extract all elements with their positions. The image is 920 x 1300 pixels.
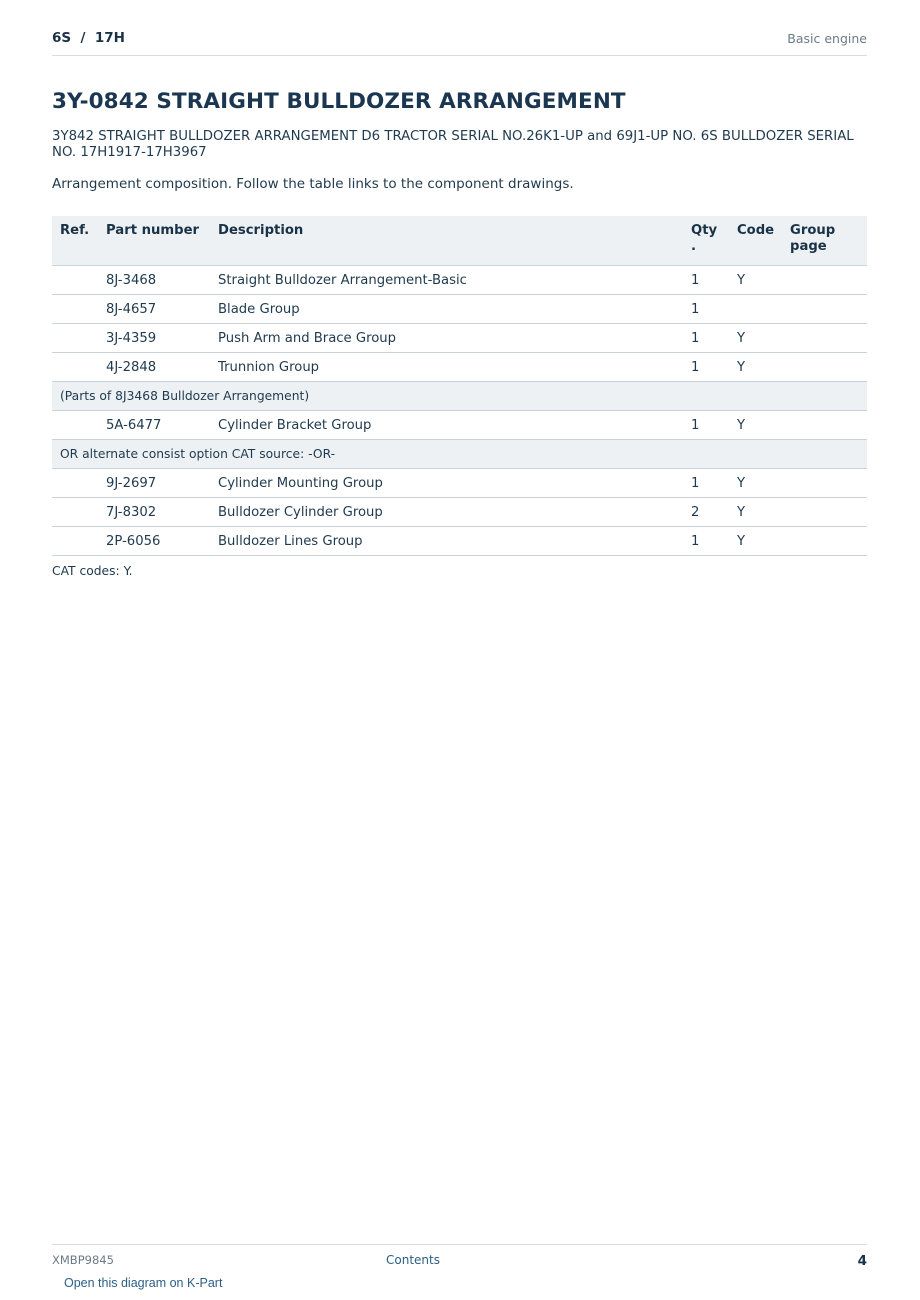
page-title: 3Y-0842 STRAIGHT BULLDOZER ARRANGEMENT — [52, 89, 626, 114]
table-row[interactable] — [52, 498, 867, 527]
cell-qty: 1 — [683, 469, 729, 498]
col-header-description: Description — [210, 216, 683, 266]
cell-group-page — [782, 295, 867, 324]
page-footer — [52, 1244, 867, 1275]
cell-code: Y — [729, 498, 782, 527]
cell-qty: 1 — [683, 266, 729, 295]
intro-text: Arrangement composition. Follow the table links to the component drawings. — [52, 176, 574, 192]
cell-qty: 1 — [683, 527, 729, 556]
table-note-row — [52, 440, 867, 469]
cat-codes-footnote: CAT codes: Y. — [52, 564, 133, 578]
contents-link[interactable]: Contents — [386, 1253, 440, 1267]
table-row[interactable] — [52, 295, 867, 324]
document-id: XMBP9845 — [52, 1253, 114, 1267]
cell-group-page — [782, 498, 867, 527]
cell-qty: 1 — [683, 324, 729, 353]
breadcrumb: 6S / 17H — [52, 30, 125, 46]
cell-part-number[interactable]: 4J-2848 — [98, 353, 210, 382]
col-header-code: Code — [729, 216, 782, 266]
cell-description[interactable]: Straight Bulldozer Arrangement-Basic — [210, 266, 683, 295]
table-row[interactable] — [52, 527, 867, 556]
cell-part-number[interactable]: 5A-6477 — [98, 411, 210, 440]
cell-ref — [52, 324, 98, 353]
cell-ref — [52, 411, 98, 440]
page-header — [52, 28, 867, 56]
cell-ref — [52, 353, 98, 382]
table-row[interactable] — [52, 469, 867, 498]
cell-description[interactable]: Blade Group — [210, 295, 683, 324]
cell-description[interactable]: Bulldozer Lines Group — [210, 527, 683, 556]
cell-description[interactable]: Push Arm and Brace Group — [210, 324, 683, 353]
cell-part-number[interactable]: 8J-4657 — [98, 295, 210, 324]
cell-ref — [52, 527, 98, 556]
cell-ref — [52, 266, 98, 295]
cell-part-number[interactable]: 9J-2697 — [98, 469, 210, 498]
table-row[interactable] — [52, 266, 867, 295]
cell-description[interactable]: Cylinder Bracket Group — [210, 411, 683, 440]
cell-ref — [52, 469, 98, 498]
cell-group-page — [782, 469, 867, 498]
cell-description[interactable]: Cylinder Mounting Group — [210, 469, 683, 498]
cell-ref — [52, 295, 98, 324]
col-header-qty: Qty . — [683, 216, 729, 266]
section-label: Basic engine — [787, 31, 867, 46]
cell-code: Y — [729, 411, 782, 440]
cell-ref — [52, 498, 98, 527]
cell-group-page — [782, 527, 867, 556]
cell-code: Y — [729, 353, 782, 382]
cell-code: Y — [729, 324, 782, 353]
cell-part-number[interactable]: 2P-6056 — [98, 527, 210, 556]
cell-qty: 1 — [683, 353, 729, 382]
table-note-row — [52, 382, 867, 411]
parts-table — [52, 216, 867, 556]
table-row[interactable] — [52, 353, 867, 382]
page-subtitle: 3Y842 STRAIGHT BULLDOZER ARRANGEMENT D6 TRACTOR SERIAL NO.26K1-UP and 69J1-UP NO. 6S BULLDOZER SERIAL NO. 17H1917-17H3967 — [52, 129, 854, 160]
open-kpart-link[interactable]: Open this diagram on K-Part — [64, 1276, 223, 1290]
cell-group-page — [782, 353, 867, 382]
cell-group-page — [782, 411, 867, 440]
table-row[interactable] — [52, 324, 867, 353]
col-header-ref: Ref. — [52, 216, 98, 266]
col-header-group-page: Group page — [782, 216, 867, 266]
cell-code: Y — [729, 266, 782, 295]
page-number: 4 — [857, 1253, 867, 1269]
col-header-part-number: Part number — [98, 216, 210, 266]
cell-description[interactable]: Bulldozer Cylinder Group — [210, 498, 683, 527]
cell-group-page — [782, 324, 867, 353]
cell-group-page — [782, 266, 867, 295]
cell-description[interactable]: Trunnion Group — [210, 353, 683, 382]
cell-part-number[interactable]: 7J-8302 — [98, 498, 210, 527]
table-row[interactable] — [52, 411, 867, 440]
cell-part-number[interactable]: 8J-3468 — [98, 266, 210, 295]
table-header-row — [52, 216, 867, 266]
cell-part-number[interactable]: 3J-4359 — [98, 324, 210, 353]
cell-code: Y — [729, 527, 782, 556]
table-note: OR alternate consist option CAT source: -OR- — [52, 440, 867, 469]
table-note: (Parts of 8J3468 Bulldozer Arrangement) — [52, 382, 867, 411]
cell-qty: 2 — [683, 498, 729, 527]
cell-qty: 1 — [683, 295, 729, 324]
cell-code — [729, 295, 782, 324]
cell-qty: 1 — [683, 411, 729, 440]
cell-code: Y — [729, 469, 782, 498]
